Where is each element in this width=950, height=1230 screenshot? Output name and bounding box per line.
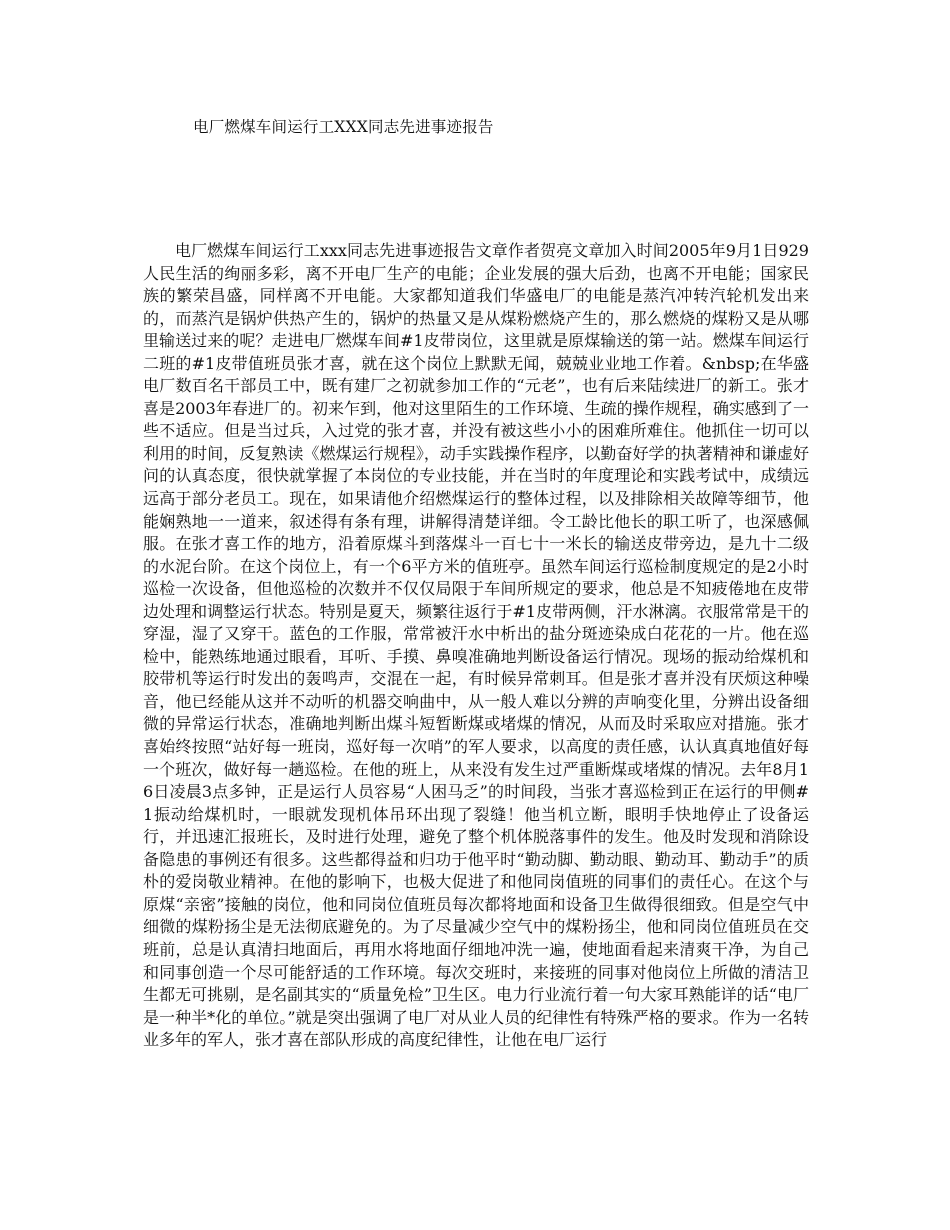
document-title: 电厂燃煤车间运行工XXX同志先进事迹报告 [193,118,494,136]
document-body-paragraph: 电厂燃煤车间运行工xxx同志先进事迹报告文章作者贺亮文章加入时间2005年9月1日929人民生活的绚丽多彩，离不开电厂生产的电能；企业发展的强大后劲，也离不开电能；国家民族的繁荣昌盛，同样离不开电能。大家都知道我们华盛电厂的电能是蒸汽冲转汽轮机发出来的，而蒸汽是锅炉供热产生的，锅炉的热量又是从煤粉燃烧产生的，那么燃烧的煤粉又是从哪里输送过来的呢？走进电厂燃煤车间#1皮带岗位，这里就是原煤输送的第一站。燃煤车间运行二班的#1皮带值班员张才喜，就在这个岗位上默默无闻，兢兢业业地工作着。&nbsp;在华盛电厂数百名干部员工中，既有建厂之初就参加工作的“元老”，也有后来陆续进厂的新工。张才喜是2003年春进厂的。初来乍到，他对这里陌生的工作环境、生疏的操作规程，确实感到了一些不适应。但是当过兵，入过党的张才喜，并没有被这些小小的困难所难住。他抓住一切可以利用的时间，反复熟读《燃煤运行规程》，动手实践操作程序，以勤奋好学的执著精神和谦虚好问的认真态度，很快就掌握了本岗位的专业技能，并在当时的年度理论和实践考试中，成绩远远高于部分老员工。现在，如果请他介绍燃煤运行的整体过程，以及排除相关故障等细节，他能娴熟地一一道来，叙述得有条有理，讲解得清楚详细。令工龄比他长的职工听了，也深感佩服。在张才喜工作的地方，沿着原煤斗到落煤斗一百七十一米长的输送皮带旁边，是九十二级的水泥台阶。在这个岗位上，有一个6平方米的值班亭。虽然车间运行巡检制度规定的是2小时巡检一次设备，但他巡检的次数并不仅仅局限于车间所规定的要求，他总是不知疲倦地在皮带边处理和调整运行状态。特别是夏天，频繁往返行于#1皮带两侧，汗水淋漓。衣服常常是干的穿湿，湿了又穿干。蓝色的工作服，常常被汗水中析出的盐分斑迹染成白花花的一片。他在巡检中，能熟练地通过眼看，耳听、手摸、鼻嗅准确地判断设备运行情况。现场的振动给煤机和胶带机等运行时发出的轰鸣声，交混在一起，有时候异常刺耳。但是张才喜并没有厌烦这种噪音，他已经能从这并不动听的机器交响曲中，从一般人难以分辨的声响变化里，分辨出设备细微的异常运行状态，准确地判断出煤斗短暂断煤或堵煤的情况，从而及时采取应对措施。张才喜始终按照“站好每一班岗，巡好每一次哨”的军人要求，以高度的责任感，认认真真地值好每一个班次，做好每一趟巡检。在他的班上，从来没有发生过严重断煤或堵煤的情况。去年8月16日凌晨3点多钟，正是运行人员容易“人困马乏”的时间段，当张才喜巡检到正在运行的甲侧#1振动给煤机时，一眼就发现机体吊环出现了裂缝！他当机立断，眼明手快地停止了设备运行，并迅速汇报班长，及时进行处理，避免了整个机体脱落事件的发生。他及时发现和消除设备隐患的事例还有很多。这些都得益和归功于他平时“勤动脚、勤动眼、勤动耳、勤动手”的质朴的爱岗敬业精神。在他的影响下，也极大促进了和他同岗值班的同事们的责任心。在这个与原煤“亲密”接触的岗位，他和同岗位值班员每次都将地面和设备卫生做得很细致。但是空气中细微的煤粉扬尘是无法彻底避免的。为了尽量减少空气中的煤粉扬尘，他和同岗位值班员在交班前，总是认真清扫地面后，再用水将地面仔细地冲洗一遍，使地面看起来清爽干净，为自己和同事创造一个尽可能舒适的工作环境。每次交班时，来接班的同事对他岗位上所做的清洁卫生都无可挑剔，是名副其实的“质量免检”卫生区。电力行业流行着一句大家耳熟能详的话“电厂是一种半*化的单位。”就是突出强调了电厂对从业人员的纪律性有特殊严格的要求。作为一名转业多年的军人，张才喜在部队形成的高度纪律性，让他在电厂运行 [143,241,809,1050]
